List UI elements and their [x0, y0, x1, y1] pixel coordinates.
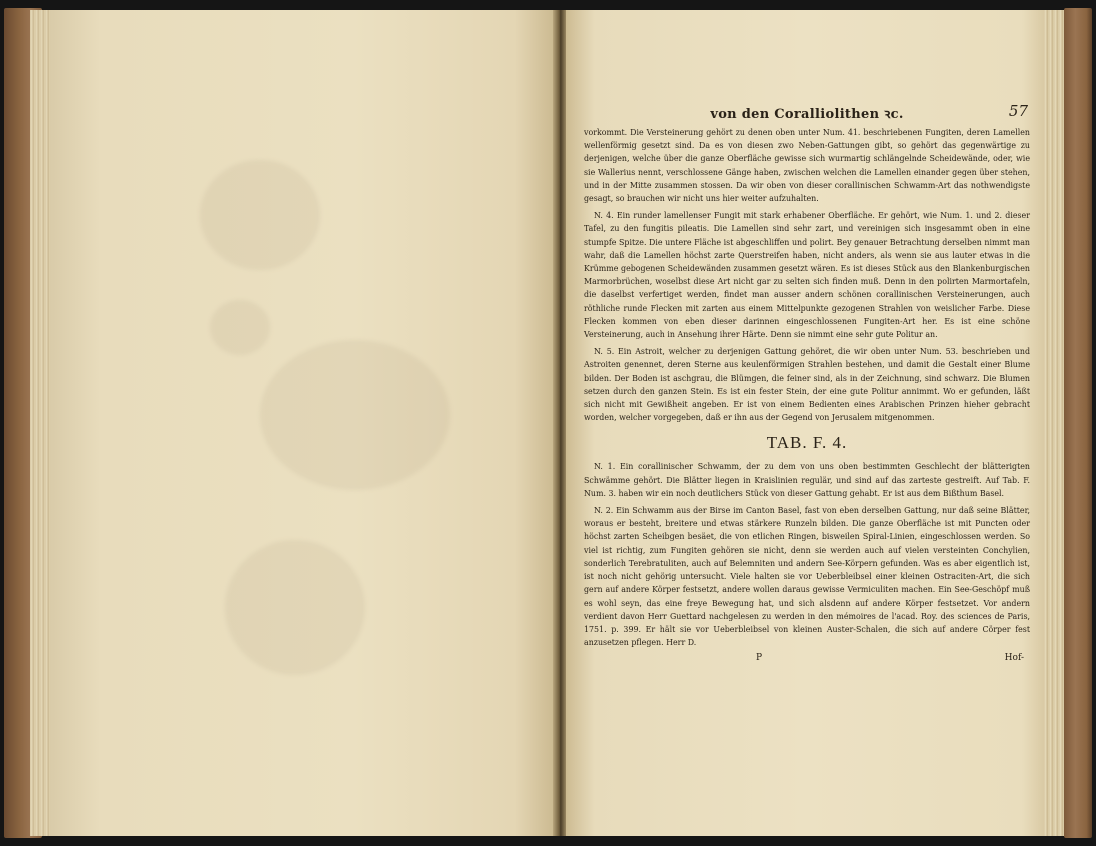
paragraph-tab-n1: N. 1. Ein corallinischer Schwamm, der zu dem von uns oben bestimmten Geschlecht der blätterigten Schwämme gehört. Die Blätter liegen in Kraislinien regulär, und sind auf das zarteste gestreift. Auf Tab. F. Num. 3. haben wir ein noch deutlichers Stück von dieser Gattung gehabt. Er ist aus dem Bißthum Basel. [584, 462, 1030, 498]
paragraph-tab-n2: N. 2. Ein Schwamm aus der Birse im Canton Basel, fast von eben derselben Gattung, nur daß seine Blätter, woraus er besteht, breitere und etwas stärkere Runzeln bilden. Die ganze Oberfläche ist mit Puncten oder höchst zarten Scheibgen besäet, die von etlichen Ringen, bisweilen Spiral-Linien, eingeschlossen werden. So viel ist richtig, zum Fungiten gehören sie nicht, denn sie werden auch auf vielen versteinten Conchylien, sonderlich Terebratuliten, auch auf Belemniten und andern See-Körpern gefunden. Was es aber eigentlich ist, ist noch nicht gehörig untersucht. Viele halten sie vor Ueberbleibsel einer kleinen Ostraciten-Art, die sich gern auf andere Körper festsetzt, andere wollen daraus gewisse Vermiculiten machen. Ein See-Geschöpf muß es wohl seyn, das eine freye Bewegung hat, und sich alsdenn auf andere Körper festsetzet. Vor andern verdient davon Herr Guettard nachgelesen zu werden in den mémoires de l'acad. Roy. des sciences de Paris, 1751. p. 399. Er hält sie vor Ueberbleibsel von kleinen Auster-Schalen, die sich auf andere Cörper fest anzusetzen pflegen. Herr D. [584, 506, 1030, 648]
right-cover [1064, 8, 1092, 838]
left-page [50, 10, 555, 836]
paragraph-n5: N. 5. Ein Astroit, welcher zu derjenigen Gattung gehöret, die wir oben unter Num. 53. beschrieben und Astroiten genennet, deren Sterne aus keulenförmigen Strahlen bestehen, und damit die Gestalt einer Blume bilden. Der Boden ist aschgrau, die Blümgen, die feiner sind, als in der Zeichnung, sind schwarz. Die Blumen setzen durch den ganzen Stein. Es ist ein fester Stein, der eine gute Politur annimmt. Wo er gefunden, läßt sich nicht mit Gewißheit angeben. Er ist von einem Bedienten eines Arabischen Prinzen hieher gebracht worden, welcher vorgegeben, daß er ihn aus der Gegend von Jerusalem mitgenommen. [584, 347, 1030, 423]
section-heading: TAB. F. 4. [766, 433, 848, 453]
page-footer [584, 653, 1030, 667]
show-through-mark [260, 340, 450, 490]
signature-mark: P [756, 653, 763, 664]
running-title: von den Coralliolithen ꝛc. [710, 107, 904, 122]
page-header [584, 104, 1030, 126]
right-page-edges [1044, 10, 1066, 836]
show-through-mark [210, 300, 270, 355]
show-through-mark [200, 160, 320, 270]
paragraph-n4: N. 4. Ein runder lamellenser Fungit mit stark erhabener Oberfläche. Er gehört, wie Num. 1. und 2. dieser Tafel, zu den fungitis pileatis. Die Lamellen sind sehr zart, und vereinigen sich insgesammt oben in eine stumpfe Spitze. Die untere Fläche ist abgeschliffen und polirt. Bey genauer Betrachtung derselben nimmt man wahr, daß die Lamellen höchst zarte Querstreifen haben, nicht anders, als wenn sie aus lauter etwas in die Krümme gebogenen Scheidewänden zusammen gesetzt wären. Es ist dieses Stück aus den Blankenburgischen Marmorbrüchen, woselbst diese Art nicht gar zu selten sich finden muß. Denn in den polirten Marmortafeln, die daselbst verfertiget werden, findet man ausser andern schönen corallinischen Versteinerungen, auch röthliche runde Flecken mit zarten aus einem Mittelpunkte gezogenen Strahlen von weislicher Farbe. Diese Flecken kommen von eben dieser darinnen eingeschlossenen Fungiten-Art her. Es ist eine schöne Versteinerung, auch in Ansehung ihrer Härte. Denn sie nimmt eine sehr gute Politur an. [584, 211, 1030, 340]
book-gutter [553, 10, 567, 836]
page-number: 57 [1008, 102, 1028, 120]
show-through-mark [225, 540, 365, 675]
catchword: Hof- [1004, 653, 1024, 664]
page-text [584, 104, 1030, 667]
paragraph-continuation: vorkommt. Die Versteinerung gehört zu denen oben unter Num. 41. beschriebenen Fungiten, deren Lamellen wellenförmig gesetzt sind. Da es von diesen zwo Neben-Gattungen gibt, so gehört das gegenwärtige zu derjenigen, welche über die ganze Oberfläche gewisse sich wurmartig schlängelnde Scheidewände, oder, wie sie Wallerius nennt, verschlossene Gänge haben, zwischen welchen die Lamellen einander gegen über stehen, und in der Mitte zusammen stossen. Da wir oben von dieser corallinischen Schwamm-Art das nothwendigste gesagt, so brauchen wir nicht uns hier weiter aufzuhalten. [584, 128, 1030, 204]
